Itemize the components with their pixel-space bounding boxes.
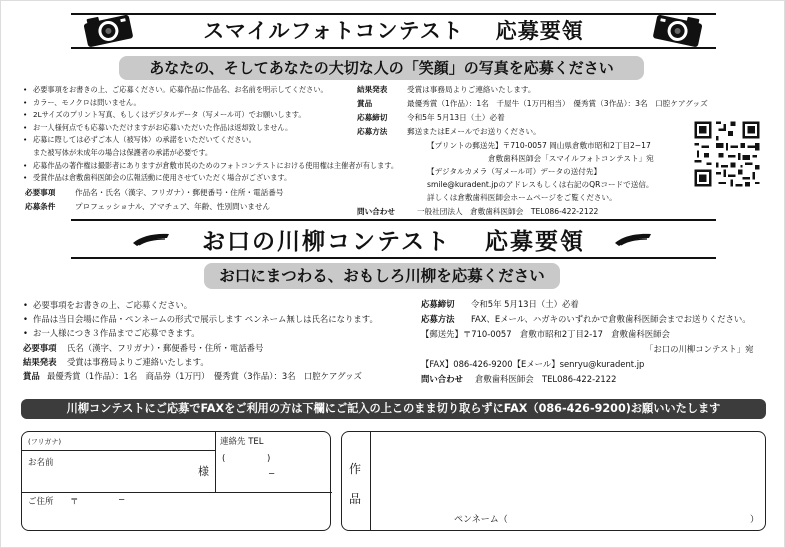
photo-banner: あなたの、そしてあなたの大切な人の「笑顔」の写真を応募ください [119,56,644,80]
list-item: • 2Lサイズのプリント写真、もしくはデジタルデータ（写メール可）でお願いします。 [21,109,398,122]
penname-label: ペンネーム（ [454,515,508,525]
photo-digital-heading: 【デジタルカメラ（写メール可）データの送付先】 [427,167,602,176]
photo-prizes: 賞品 最優秀賞（1作品）：1名 千屋牛（1万円相当） 優秀賞（3作品）：3名 口腔ケアグッズ [357,99,708,108]
senryu-mail-address: 【郵送先】〒710-0057 倉敷市昭和2丁目2-17 倉敷歯科医師会 [421,329,670,339]
list-item: • カラー、モノクロは問いません。 [21,97,398,110]
fax-instruction-bar: 川柳コンテストにご応募でFAXをご利用の方は下欄にご記入の上このまま切り取らずにFAX（086-426-9200)お願いいたします [21,399,766,419]
header-rule-bottom [71,47,716,49]
list-item: • 必要事項をお書きの上、ご応募ください。応募作品に作品名、お名前を明示してください。 [21,84,398,97]
senryu-title-suffix: 応募要領 [485,229,586,255]
work-label-2: 品 [349,492,362,506]
list-item: • 応募作品の著作権は撮影者にありますが倉敷市民のためのフォトコンテストにおける使用権は主催者が有します。 [21,160,398,173]
photo-method: 応募方法 郵送またはEメールでお送りください。 [357,127,541,136]
tel-open-paren: ( [222,454,226,464]
postal-dash: − [118,495,126,505]
senryu-results: 結果発表 受賞は事務局よりご連絡いたします。 [23,357,209,367]
photo-print-recipient: 倉敷歯科医師会「スマイルフォトコンテスト」宛 [488,154,654,163]
photo-digital-email: smile@kuradent.jpのアドレスもしくは右記のQRコードで送信。 [427,180,654,189]
tel-dash: − [268,469,276,479]
tel-close-paren: ) [267,454,271,464]
photo-title-suffix: 応募要領 [495,19,584,43]
penname-field[interactable] [532,512,750,526]
photo-conditions: 応募条件 プロフェッショナル、アマチュア、年齢、性別問いません [25,202,271,211]
senryu-text-area[interactable] [372,434,764,510]
photo-requirements: 必要事項 作品名・氏名（漢字、フリガナ）・郵便番号・住所・電話番号 [25,188,284,197]
photo-title-text: スマイルフォトコンテスト [203,19,464,43]
senryu-rule-top [71,219,716,221]
photo-contact: 問い合わせ 一般社団法人 倉敷歯科医師会 TEL086-422-2122 [357,207,599,216]
senryu-contest-title [1,223,785,256]
list-item: • 応募に際しては必ずご本人（被写体）の承諾をいただいてください。 [21,134,398,147]
senryu-method: 応募方法 FAX、Eメール、ハガキのいずれかで倉敷歯科医師会までお送りください。 [421,314,751,324]
photo-contest-title [1,15,785,45]
senryu-fax-email: 【FAX】086-426-9200【Eメール】senryu@kuradent.jp [421,359,645,369]
tel-label: 連絡先 TEL [220,437,264,447]
senryu-banner: お口にまつわる、おもしろ川柳を応募ください [204,263,560,289]
senryu-rule-bottom [71,257,716,259]
senryu-title-text: お口の川柳コンテスト [201,229,452,255]
postal-mark: 〒 [70,497,79,507]
senryu-bullet-list [21,298,378,340]
address-field[interactable] [22,493,332,531]
applicant-info-form [21,431,331,531]
photo-results: 結果発表 受賞は事務局よりご連絡いたします。 [357,85,536,94]
photo-deadline: 応募締切 令和5年 5月13日（土）必着 [357,113,505,122]
photo-print-address: 【プリントの郵送先】〒710-0057 岡山県倉敷市昭和2丁目2−17 [427,141,651,150]
list-item: また被写体が未成年の場合は保護者の承諾が必要です。 [33,147,213,157]
penname-close: ） [750,515,760,525]
furigana-label: (フリガナ) [28,438,62,446]
qr-code-icon[interactable] [692,119,762,189]
senryu-entry-form [341,431,766,531]
senryu-mail-recipient: 「お口の川柳コンテスト」宛 [645,344,754,354]
photo-bullet-list [21,84,398,185]
list-item: • 作品は当日会場に作品・ペンネームの形式で展示します ペンネーム無しは氏名になります。 [21,312,378,326]
senryu-contact: 問い合わせ 倉敷歯科医師会 TEL086-422-2122 [421,374,617,384]
work-label-1: 作 [349,462,362,476]
list-item: • お一人様何点でも応募いただけますがお応募いただいた作品は返却致しません。 [21,122,398,135]
senryu-requirements: 必要事項 氏名（漢字、フリガナ）・郵便番号・住所・電話番号 [23,343,264,353]
senryu-prizes: 賞品 最優秀賞（1作品）：1名 商品券（1万円） 優秀賞（3作品）：3名 口腔ケアグッズ [23,371,362,381]
list-item: • お一人様につき３作品までご応募できます。 [21,326,378,340]
name-label: お名前 [28,458,54,468]
honorific-label: 様 [198,465,209,478]
work-label-divider [370,432,371,530]
list-item: • 必要事項をお書きの上、ご応募ください。 [21,298,378,312]
address-label: ご住所 [28,497,54,507]
list-item: • 受賞作品は倉敷歯科医師会の広報活動に使用させていただく場合がございます。 [21,172,398,185]
photo-digital-more: 詳しくは倉敷歯科医師会ホームページをご覧ください。 [427,193,617,202]
senryu-deadline: 応募締切 令和5年 5月13日（土）必着 [421,299,579,309]
